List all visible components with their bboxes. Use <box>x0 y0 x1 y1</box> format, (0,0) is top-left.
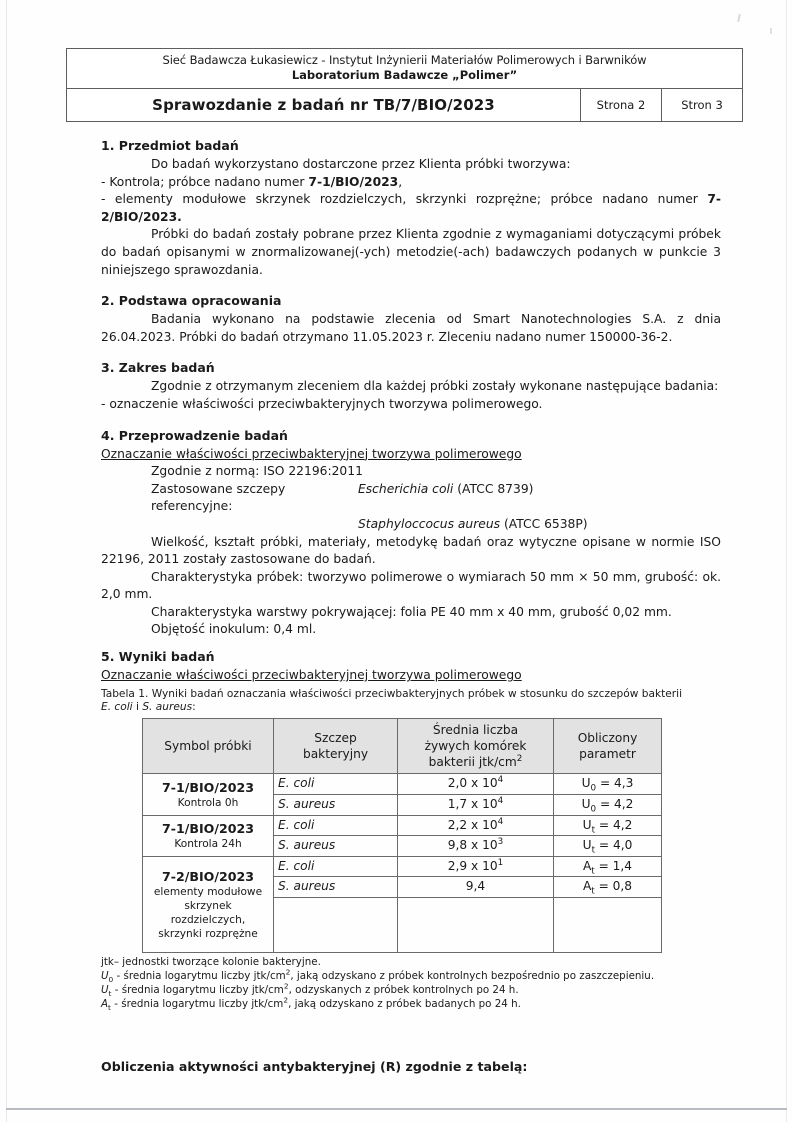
table-row <box>143 856 662 877</box>
col3-line3: bakterii jtk/cm <box>428 755 517 770</box>
footnote-at-text-b: , jaką odzyskano z próbek badanych po 24 h. <box>288 998 521 1011</box>
row-count-cell <box>398 877 554 898</box>
footnote-at-subscript: t <box>108 1003 111 1013</box>
footnote-u0-text-a: - średnia logarytmu liczby jtk/cm <box>113 970 286 983</box>
row-parameter-cell <box>554 877 662 898</box>
column-header-parameter <box>554 719 662 774</box>
footnote-ut-text-b: , odzyskanych z próbek kontrolnych po 24 h. <box>288 984 519 997</box>
row-parameter-cell <box>554 795 662 816</box>
sample-desc-line: rozdzielczych, <box>170 913 246 926</box>
section-3-bullet-1: - oznaczenie właściwości przeciwbakteryjnych tworzywa polimerowego. <box>101 396 543 411</box>
row-count-cell <box>398 815 554 836</box>
param-base: U <box>582 817 592 832</box>
param-base: U <box>582 838 592 853</box>
col3-line2: żywych komórek <box>424 739 527 754</box>
footnote-at-superscript: 2 <box>283 995 289 1005</box>
section-5-heading: 5. Wyniki badań <box>101 649 215 665</box>
bullet-1-post: , <box>398 174 403 189</box>
param-subscript: t <box>591 866 595 877</box>
section-4-method-paragraph: Wielkość, kształt próbki, materiały, metodykę badań oraz wytyczne opisane w normie ISO 22196, 2011 zostały zastosowane do badań. <box>101 534 721 567</box>
section-1-bullet-1 <box>101 174 721 192</box>
row-strain-cell: E. coli <box>274 815 398 836</box>
row-symbol-cell <box>143 815 274 856</box>
param-value: = 4,2 <box>596 797 634 812</box>
count-mantissa: 9,8 x 10 <box>447 838 498 853</box>
report-title: Sprawozdanie z badań nr TB/7/BIO/2023 <box>152 96 495 114</box>
row-strain-cell: S. aureus <box>274 836 398 857</box>
table-footnotes <box>101 955 721 1011</box>
param-base: U <box>581 776 591 791</box>
bullet-2-sample-code: 7-2/BIO/2023. <box>101 192 721 224</box>
scan-edge-right <box>786 0 787 1122</box>
row-count-cell <box>398 836 554 857</box>
empty-count-cell <box>398 898 554 953</box>
results-table <box>142 718 662 953</box>
strain-1 <box>358 481 721 516</box>
param-value: = 0,8 <box>594 879 633 894</box>
footnote-u0-superscript: 2 <box>285 967 291 977</box>
section-4-cover-paragraph: Charakterystyka warstwy pokrywającej: folia PE 40 mm x 40 mm, grubość 0,02 mm. <box>151 604 672 619</box>
param-base: A <box>582 879 592 894</box>
table-caption <box>101 688 721 715</box>
sample-desc-line: Kontrola 24h <box>174 838 242 851</box>
param-subscript: t <box>591 825 595 836</box>
row-parameter-cell <box>554 774 662 795</box>
row-count-cell <box>398 795 554 816</box>
sample-desc-line: Kontrola 0h <box>177 797 239 810</box>
footnote-jtk: jtk– jednostki tworzące kolonie bakteryjne. <box>101 956 321 969</box>
column-header-count <box>398 719 554 774</box>
caption-colon: : <box>192 701 196 714</box>
section-4-subheading: Oznaczanie właściwości przeciwbakteryjnej tworzywa polimerowego <box>101 446 522 461</box>
footnote-at <box>101 997 721 1011</box>
col4-line1: Obliczony <box>577 731 638 746</box>
col2-line2: bakteryjny <box>302 747 369 762</box>
row-count-cell <box>398 856 554 877</box>
sample-code: 7-1/BIO/2023 <box>162 780 254 796</box>
count-mantissa: 9,4 <box>465 879 486 894</box>
spacer <box>101 279 721 292</box>
section-1-heading: 1. Przedmiot badań <box>101 138 239 153</box>
col2-line1: Szczep <box>314 731 357 746</box>
param-value: = 4,0 <box>595 838 633 853</box>
row-strain-cell: S. aureus <box>274 795 398 816</box>
param-base: A <box>582 858 592 873</box>
section-1-paragraph-1: Do badań wykorzystano dostarczone przez Klienta próbki tworzywa: <box>151 157 571 171</box>
count-exponent: 3 <box>497 837 504 848</box>
header-title-row <box>67 89 742 121</box>
count-mantissa: 2,0 x 10 <box>447 776 498 791</box>
footnote-u0 <box>101 969 721 983</box>
spacer <box>101 414 721 427</box>
footnote-u0-symbol: U <box>101 970 109 983</box>
footnote-at-symbol: A <box>101 998 109 1011</box>
row-parameter-cell <box>554 836 662 857</box>
strain-1-latin-name: Escherichia coli <box>358 481 454 496</box>
table-caption-line-2 <box>101 701 721 714</box>
strain-1-atcc: (ATCC 8739) <box>453 481 534 496</box>
row-symbol-cell <box>143 774 274 815</box>
param-base: U <box>581 797 591 812</box>
scan-artifact-icon <box>737 14 741 22</box>
institution-name: Sieć Badawcza Łukasiewicz - Instytut Inżynierii Materiałów Polimerowych i Barwników <box>162 53 647 67</box>
caption-species-1: E. coli <box>101 701 133 714</box>
count-exponent: 1 <box>497 857 504 868</box>
row-strain-cell: E. coli <box>274 774 398 795</box>
section-4-strains-row-2 <box>101 516 721 534</box>
footnote-u0-subscript: 0 <box>108 975 114 985</box>
section-5-subheading: Oznaczanie właściwości przeciwbakteryjnej tworzywa polimerowego <box>101 668 522 683</box>
laboratory-name: Laboratorium Badawcze „Polimer” <box>291 68 518 82</box>
count-exponent: 4 <box>497 816 504 827</box>
caption-species-2: S. aureus <box>142 701 193 714</box>
section-4-inoculum-paragraph: Objętość inokulum: 0,4 ml. <box>151 622 317 637</box>
bullet-1-pre: - Kontrola; próbce nadano numer <box>101 174 309 189</box>
footnote-u0-text-b: , jaką odzyskano z próbek kontrolnych bezpośrednio po zaszczepieniu. <box>290 970 655 983</box>
param-value: = 1,4 <box>594 858 633 873</box>
count-mantissa: 2,9 x 10 <box>447 858 498 873</box>
param-subscript: 0 <box>590 783 597 794</box>
header-institution-block <box>67 49 742 89</box>
strain-2-latin-name: Staphyloccocus aureus <box>358 516 501 531</box>
empty-strain-cell <box>274 898 398 953</box>
section-1-bullet-2 <box>101 191 721 226</box>
sample-desc-line: skrzynek <box>184 899 232 912</box>
document-body <box>101 137 721 1076</box>
caption-conjunction: i <box>132 701 143 714</box>
footnote-ut-symbol: U <box>101 984 109 997</box>
col3-line1: Średnia liczba <box>432 723 519 738</box>
row-parameter-cell <box>554 815 662 836</box>
param-value: = 4,3 <box>596 776 634 791</box>
table-row <box>143 815 662 836</box>
spacer <box>101 639 721 648</box>
section-3-heading: 3. Zakres badań <box>101 360 215 376</box>
page-current-cell: Strona 2 <box>580 89 661 121</box>
col4-line2: parametr <box>579 747 636 762</box>
row-count-cell <box>398 774 554 795</box>
row-parameter-cell <box>554 856 662 877</box>
scan-artifact-icon <box>770 28 772 34</box>
footnote-at-text-a: - średnia logarytmu liczby jtk/cm <box>110 998 284 1011</box>
scan-edge-bottom <box>6 1108 787 1110</box>
footnote-ut-superscript: 2 <box>283 981 289 991</box>
section-2-heading: 2. Podstawa opracowania <box>101 293 282 309</box>
column-header-strain <box>274 719 398 774</box>
empty-parameter-cell <box>554 898 662 953</box>
row-symbol-cell <box>143 856 274 952</box>
sample-code: 7-1/BIO/2023 <box>162 821 254 837</box>
col1-line1: Symbol próbki <box>164 739 252 754</box>
count-exponent: 4 <box>497 796 504 806</box>
results-table-wrapper <box>101 718 721 953</box>
footnote-ut-subscript: t <box>108 989 112 999</box>
row-strain-cell: S. aureus <box>274 877 398 898</box>
strain-2-atcc: (ATCC 6538P) <box>500 516 588 531</box>
row-strain-cell: E. coli <box>274 856 398 877</box>
section-4-heading: 4. Przeprowadzenie badań <box>101 427 288 443</box>
count-exponent: 4 <box>497 775 504 786</box>
table-header-row <box>143 719 662 774</box>
param-subscript: t <box>591 845 595 856</box>
column-header-symbol <box>143 719 274 774</box>
section-3-paragraph-1: Zgodnie z otrzymanym zleceniem dla każdej próbki zostały wykonane następujące badania: <box>151 379 719 394</box>
scan-edge-left <box>6 0 7 1122</box>
page-total-cell: Stron 3 <box>661 89 742 121</box>
strains-label: Zastosowane szczepy referencyjne: <box>151 481 286 514</box>
sample-desc-line: elementy modułowe <box>153 885 263 898</box>
param-value: = 4,2 <box>595 817 633 832</box>
footnote-ut-text-a: - średnia logarytmu liczby jtk/cm <box>111 984 284 997</box>
param-subscript: t <box>591 886 595 897</box>
section-2-paragraph-1: Badania wykonano na podstawie zlecenia od Smart Nanotechnologies S.A. z dnia 26.04.2023. Próbki do badań otrzymano 11.05.2023 r. Zleceniu nadano numer 150000-36-2. <box>101 312 721 344</box>
col3-superscript: 2 <box>516 754 523 765</box>
footnote-ut <box>101 983 721 997</box>
document-header-box <box>66 48 743 122</box>
param-subscript: 0 <box>590 804 597 815</box>
count-mantissa: 2,2 x 10 <box>447 817 498 832</box>
bottom-heading: Obliczenia aktywności antybakteryjnej (R) zgodnie z tabelą: <box>101 1059 528 1075</box>
bullet-2-pre: - elementy modułowe skrzynek rozdzielczych, skrzynki rozprężne; próbce nadano numer <box>101 192 708 207</box>
section-4-samples-paragraph: Charakterystyka próbek: tworzywo polimerowe o wymiarach 50 mm × 50 mm, grubość: ok. 2,0 mm. <box>101 569 721 602</box>
count-mantissa: 1,7 x 10 <box>447 797 498 812</box>
section-1-paragraph-2: Próbki do badań zostały pobrane przez Klienta zgodnie z wymaganiami dotyczącymi próbek do badań opisanymi w znormalizowanej(-ych) metodzie(-ach) badawczych podanych w punkcie 3 niniejszego sprawozdania. <box>101 227 721 277</box>
spacer <box>101 346 721 359</box>
section-4-norm: Zgodnie z normą: ISO 22196:2011 <box>151 464 363 479</box>
table-row <box>143 774 662 795</box>
bullet-1-sample-code: 7-1/BIO/2023 <box>308 174 399 189</box>
sample-desc-line: skrzynki rozprężne <box>158 927 258 940</box>
table-caption-line-1: Tabela 1. Wyniki badań oznaczania właściwości przeciwbakteryjnych próbek w stosunku do szczepów bakterii <box>101 687 683 700</box>
section-4-strains-row-1 <box>101 481 721 516</box>
sample-code: 7-2/BIO/2023 <box>162 868 254 884</box>
